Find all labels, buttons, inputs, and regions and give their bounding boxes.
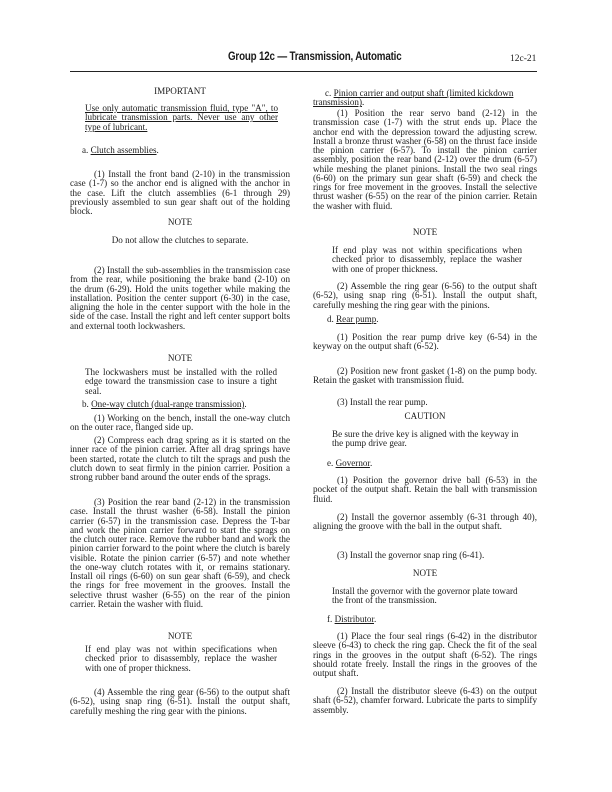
header-rule xyxy=(70,71,537,72)
paragraph-d2: (2) Position new front gasket (1-8) on the pump body. Retain the gasket with transmission fluid. xyxy=(313,366,537,386)
page-header-title: Group 12c — Transmission, Automatic xyxy=(228,51,402,63)
caution-heading: CAUTION xyxy=(404,411,446,421)
section-title: Governor xyxy=(335,458,370,468)
section-suffix: . xyxy=(376,314,379,324)
paragraph-a1: (1) Install the front band (2-10) in the transmission case (1-7) so the anchor end is aligned with the anchor in the case. Lift the clutch assemblies (6-1 through 29) previously assembled to sun gear shaft out of the holding block. xyxy=(70,169,290,216)
note-text: Install the governor with the governor plate toward the front of the transmission. xyxy=(332,586,518,606)
section-letter: d. xyxy=(327,314,334,324)
paragraph-c2: (2) Assemble the ring gear (6-56) to the output shaft (6-52), using snap ring (6-51). Install the output shaft, carefully meshing the ring gear with the pinions. xyxy=(313,281,537,310)
section-suffix: . xyxy=(156,145,159,155)
paragraph-d3: (3) Install the rear pump. xyxy=(337,397,428,407)
section-e-heading xyxy=(327,459,551,468)
section-letter: a. xyxy=(82,145,89,155)
important-text: Use only automatic transmission fluid, type "A", to lubricate transmission parts. Never use any other type of lubricant. xyxy=(85,103,278,132)
note-text: If end play was not within specifications when checked prior to disassembly, replace the washer with one of proper thickness. xyxy=(85,644,277,673)
section-suffix: . xyxy=(362,97,365,108)
paragraph-f1: (1) Place the four seal rings (6-42) in the distributor sleeve (6-43) to check the ring gap. Check the fit of the seal rings in the grooves in the output shaft (6-52). The rings should rotate freely. Install the rings in the grooves of the output shaft. xyxy=(313,631,537,678)
note-text: The lockwashers must be installed with the rolled edge toward the transmission case to insure a tight seal. xyxy=(85,367,277,396)
section-suffix: . xyxy=(369,458,373,468)
note-heading: NOTE xyxy=(167,631,193,641)
section-f-heading xyxy=(327,615,551,624)
page-number: 12c-21 xyxy=(510,54,537,64)
section-suffix: . xyxy=(374,614,377,624)
paragraph-b4: (4) Assemble the ring gear (6-56) to the output shaft (6-52), using snap ring (6-51). Install the output shaft, carefully meshing the ring gear with the pinions. xyxy=(70,687,290,716)
note-heading: NOTE xyxy=(412,227,438,237)
note-text: If end play was not within specifications when checked prior to disassembly, replace the washer with one of proper thickness. xyxy=(332,245,522,274)
note-heading: NOTE xyxy=(167,353,193,363)
caution-text: Be sure the drive key is aligned with the keyway in the pump drive gear. xyxy=(332,429,519,449)
important-heading: IMPORTANT xyxy=(154,86,206,96)
paragraph-b3: (3) Position the rear band (2-12) in the transmission case. Install the thrust washer (6-58). Install the pinion carrier (6-57) in the transmission case. Depress the T-bar and work the pinion carrier forward to start the sprags on the clutch outer race. Remove the rubber band and work the pinion carrier forward to the point where the clutch is barely visible. Rotate the pinion carrier (6-57) and note whether the one-way clutch rotates with it, or remains stationary. Install oil rings (6-60) on sun gear shaft (6-59), and check the rings for free movement in the grooves. Install the selective thrust washer (6-55) on the rear of the pinion carrier. Retain the washer with fluid. xyxy=(70,497,290,609)
note-heading: NOTE xyxy=(412,568,438,578)
section-b-heading xyxy=(82,400,302,409)
paragraph-e1: (1) Position the governor drive ball (6-53) in the pocket of the output shaft. Retain the ball with transmission fluid. xyxy=(313,475,537,504)
section-a-heading xyxy=(82,146,302,155)
section-title: Rear pump xyxy=(336,314,377,324)
paragraph-e2: (2) Install the governor assembly (6-31 through 40), aligning the groove with the ball in the output shaft. xyxy=(313,512,537,532)
paragraph-d1: (1) Position the rear pump drive key (6-54) in the keyway on the output shaft (6-52). xyxy=(313,332,537,352)
paragraph-c1: (1) Position the rear servo band (2-12) in the transmission case (1-7) with the strut ends up. Place the anchor end with the depression toward the adjusting screw. Install a bronze thrust washer (6-58) on the thrust face inside the pinion carrier (6-57). To install the pinion carrier assembly, position the rear band (2-12) over the drum (6-57) while meshing the planet pinions. Install the two seal rings (6-60) on the primary sun gear shaft (6-59) and check the rings for free movement in the grooves. Install the selective thrust washer (6-55) on the rear of the pinion carrier. Retain the washer with fluid. xyxy=(313,108,537,211)
section-d-heading xyxy=(327,315,551,324)
section-letter: e. xyxy=(327,458,334,468)
section-title: One-way clutch (dual-range transmission) xyxy=(91,399,245,409)
paragraph-e3: (3) Install the governor snap ring (6-41). xyxy=(337,550,485,560)
section-letter: c. xyxy=(325,88,332,98)
paragraph-b1: (1) Working on the bench, install the one-way clutch on the outer race, flanged side up. xyxy=(70,413,290,433)
paragraph-f2: (2) Install the distributor sleeve (6-43) on the output shaft (6-52), chamfer forward. Lubricate the parts to simplify assembly. xyxy=(313,686,537,715)
section-suffix: . xyxy=(244,399,247,409)
note-heading: NOTE xyxy=(167,217,193,227)
section-c-heading xyxy=(313,89,537,108)
section-title: Pinion carrier and output shaft (limited kickdown transmission) xyxy=(313,88,514,108)
section-letter: f. xyxy=(327,614,333,624)
paragraph-a2: (2) Install the sub-assemblies in the transmission case from the rear, while positioning the brake band (2-10) on the drum (6-29). Hold the units together while making the installation. Position the center support (6-30) in the case, aligning the hole in the center support with the hole in the side of the case. Install the right and left center support bolts and external tooth lockwashers. xyxy=(70,265,290,331)
note-text: Do not allow the clutches to separate. xyxy=(111,235,249,245)
paragraph-b2: (2) Compress each drag spring as it is started on the inner race of the pinion carrier. After all drag springs have been started, rotate the clutch to tilt the sprags and push the clutch down to seat firmly in the pinion carrier. Position a strong rubber band around the outer ends of the sprags. xyxy=(70,435,290,482)
section-letter: b. xyxy=(82,399,89,409)
section-title: Distributor xyxy=(334,614,375,624)
section-title: Clutch assemblies xyxy=(90,145,157,155)
